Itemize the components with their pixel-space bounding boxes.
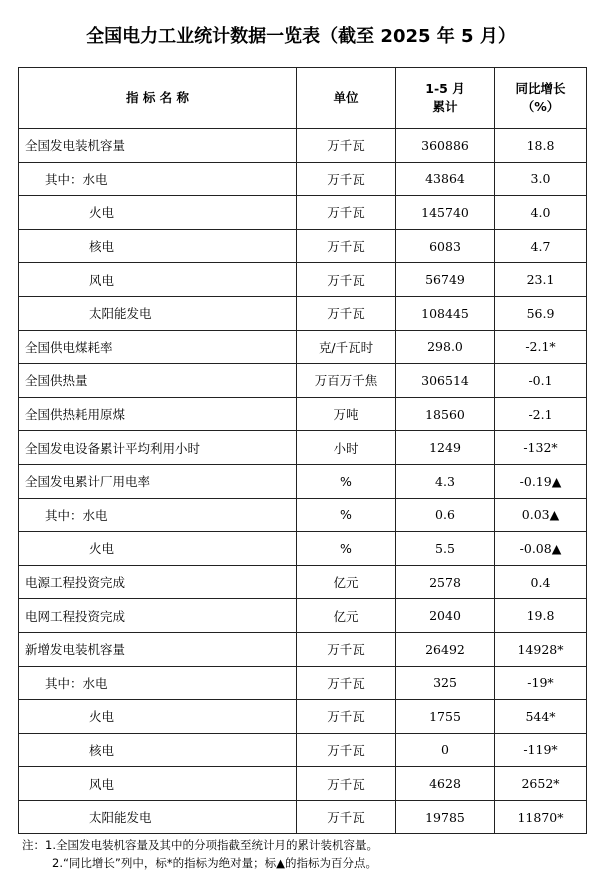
header-cumulative-line1: 1-5 月 [425, 81, 465, 96]
indicator-name-cell: 核电 [19, 733, 297, 767]
unit-cell: % [297, 464, 396, 498]
yoy-growth-cell: 544* [495, 700, 587, 734]
yoy-growth-cell: 3.0 [495, 162, 587, 196]
cumulative-value-cell: 4.3 [396, 464, 495, 498]
cumulative-value-cell: 145740 [396, 196, 495, 230]
yoy-growth-cell: 56.9 [495, 296, 587, 330]
indicator-name-cell: 其中：水电 [19, 162, 297, 196]
cumulative-value-cell: 108445 [396, 296, 495, 330]
table-row [19, 666, 587, 700]
header-cumulative-line2: 累计 [432, 99, 458, 114]
indicator-name-cell: 全国发电设备累计平均利用小时 [19, 431, 297, 465]
cumulative-value-cell: 18560 [396, 397, 495, 431]
cumulative-value-cell: 6083 [396, 229, 495, 263]
indicator-name-cell: 电网工程投资完成 [19, 599, 297, 633]
header-growth-line2: （%） [521, 99, 560, 114]
cumulative-value-cell: 306514 [396, 364, 495, 398]
unit-cell: 万千瓦 [297, 196, 396, 230]
table-row [19, 733, 587, 767]
indicator-name-cell: 风电 [19, 767, 297, 801]
unit-cell: % [297, 532, 396, 566]
unit-cell: 万千瓦 [297, 263, 396, 297]
table-row [19, 330, 587, 364]
table-row [19, 263, 587, 297]
yoy-growth-cell: 23.1 [495, 263, 587, 297]
table-row [19, 800, 587, 834]
table-row [19, 599, 587, 633]
yoy-growth-cell: 14928* [495, 632, 587, 666]
table-row [19, 532, 587, 566]
cumulative-value-cell: 1755 [396, 700, 495, 734]
cumulative-value-cell: 2040 [396, 599, 495, 633]
yoy-growth-cell: -132* [495, 431, 587, 465]
unit-cell: 亿元 [297, 599, 396, 633]
indicator-name-cell: 太阳能发电 [19, 800, 297, 834]
unit-cell: 万千瓦 [297, 296, 396, 330]
footnotes [22, 836, 378, 872]
unit-cell: 亿元 [297, 565, 396, 599]
table-row [19, 196, 587, 230]
page-title: 全国电力工业统计数据一览表（截至 2025 年 5 月） [86, 26, 516, 47]
header-indicator: 指 标 名 称 [19, 68, 297, 129]
indicator-name-cell: 全国发电装机容量 [19, 129, 297, 163]
table-row [19, 129, 587, 163]
table-row [19, 700, 587, 734]
yoy-growth-cell: 2652* [495, 767, 587, 801]
cumulative-value-cell: 1249 [396, 431, 495, 465]
footnote-1: 注：1.全国发电装机容量及其中的分项指截至统计月的累计装机容量。 [22, 838, 378, 852]
cumulative-value-cell: 0.6 [396, 498, 495, 532]
table-row [19, 464, 587, 498]
yoy-growth-cell: 4.0 [495, 196, 587, 230]
table-row [19, 565, 587, 599]
table-row [19, 431, 587, 465]
unit-cell: 万千瓦 [297, 129, 396, 163]
indicator-name-cell: 火电 [19, 196, 297, 230]
table-row [19, 162, 587, 196]
unit-cell: 万千瓦 [297, 666, 396, 700]
indicator-name-cell: 全国供电煤耗率 [19, 330, 297, 364]
table-header-row [19, 68, 587, 129]
cumulative-value-cell: 43864 [396, 162, 495, 196]
cumulative-value-cell: 56749 [396, 263, 495, 297]
yoy-growth-cell: 0.03▲ [495, 498, 587, 532]
table-row [19, 397, 587, 431]
yoy-growth-cell: -0.08▲ [495, 532, 587, 566]
yoy-growth-cell: 19.8 [495, 599, 587, 633]
header-cumulative [396, 68, 495, 129]
table-body [19, 129, 587, 834]
cumulative-value-cell: 26492 [396, 632, 495, 666]
yoy-growth-cell: -2.1 [495, 397, 587, 431]
table-row [19, 632, 587, 666]
table-row [19, 498, 587, 532]
unit-cell: 万千瓦 [297, 229, 396, 263]
footnote-2: 2.“同比增长”列中，标*的指标为绝对量；标▲的指标为百分点。 [52, 856, 377, 870]
indicator-name-cell: 火电 [19, 532, 297, 566]
yoy-growth-cell: -19* [495, 666, 587, 700]
indicator-name-cell: 火电 [19, 700, 297, 734]
indicator-name-cell: 其中：水电 [19, 666, 297, 700]
yoy-growth-cell: -0.1 [495, 364, 587, 398]
table-row [19, 364, 587, 398]
table-row [19, 767, 587, 801]
unit-cell: 万千瓦 [297, 162, 396, 196]
yoy-growth-cell: 4.7 [495, 229, 587, 263]
unit-cell: 万千瓦 [297, 632, 396, 666]
indicator-name-cell: 新增发电装机容量 [19, 632, 297, 666]
statistics-table [18, 67, 587, 834]
unit-cell: 万千瓦 [297, 733, 396, 767]
unit-cell: 万吨 [297, 397, 396, 431]
unit-cell: 克/千瓦时 [297, 330, 396, 364]
indicator-name-cell: 全国供热量 [19, 364, 297, 398]
unit-cell: 万百万千焦 [297, 364, 396, 398]
header-growth-line1: 同比增长 [515, 81, 566, 96]
yoy-growth-cell: 11870* [495, 800, 587, 834]
unit-cell: % [297, 498, 396, 532]
indicator-name-cell: 太阳能发电 [19, 296, 297, 330]
header-growth [495, 68, 587, 129]
unit-cell: 万千瓦 [297, 767, 396, 801]
header-unit: 单位 [297, 68, 396, 129]
cumulative-value-cell: 298.0 [396, 330, 495, 364]
cumulative-value-cell: 325 [396, 666, 495, 700]
cumulative-value-cell: 5.5 [396, 532, 495, 566]
cumulative-value-cell: 4628 [396, 767, 495, 801]
cumulative-value-cell: 19785 [396, 800, 495, 834]
yoy-growth-cell: -2.1* [495, 330, 587, 364]
cumulative-value-cell: 0 [396, 733, 495, 767]
yoy-growth-cell: 18.8 [495, 129, 587, 163]
cumulative-value-cell: 360886 [396, 129, 495, 163]
unit-cell: 万千瓦 [297, 800, 396, 834]
yoy-growth-cell: 0.4 [495, 565, 587, 599]
cumulative-value-cell: 2578 [396, 565, 495, 599]
unit-cell: 小时 [297, 431, 396, 465]
unit-cell: 万千瓦 [297, 700, 396, 734]
table-row [19, 229, 587, 263]
indicator-name-cell: 核电 [19, 229, 297, 263]
table-row [19, 296, 587, 330]
indicator-name-cell: 电源工程投资完成 [19, 565, 297, 599]
indicator-name-cell: 全国供热耗用原煤 [19, 397, 297, 431]
indicator-name-cell: 其中：水电 [19, 498, 297, 532]
indicator-name-cell: 全国发电累计厂用电率 [19, 464, 297, 498]
yoy-growth-cell: -0.19▲ [495, 464, 587, 498]
indicator-name-cell: 风电 [19, 263, 297, 297]
yoy-growth-cell: -119* [495, 733, 587, 767]
